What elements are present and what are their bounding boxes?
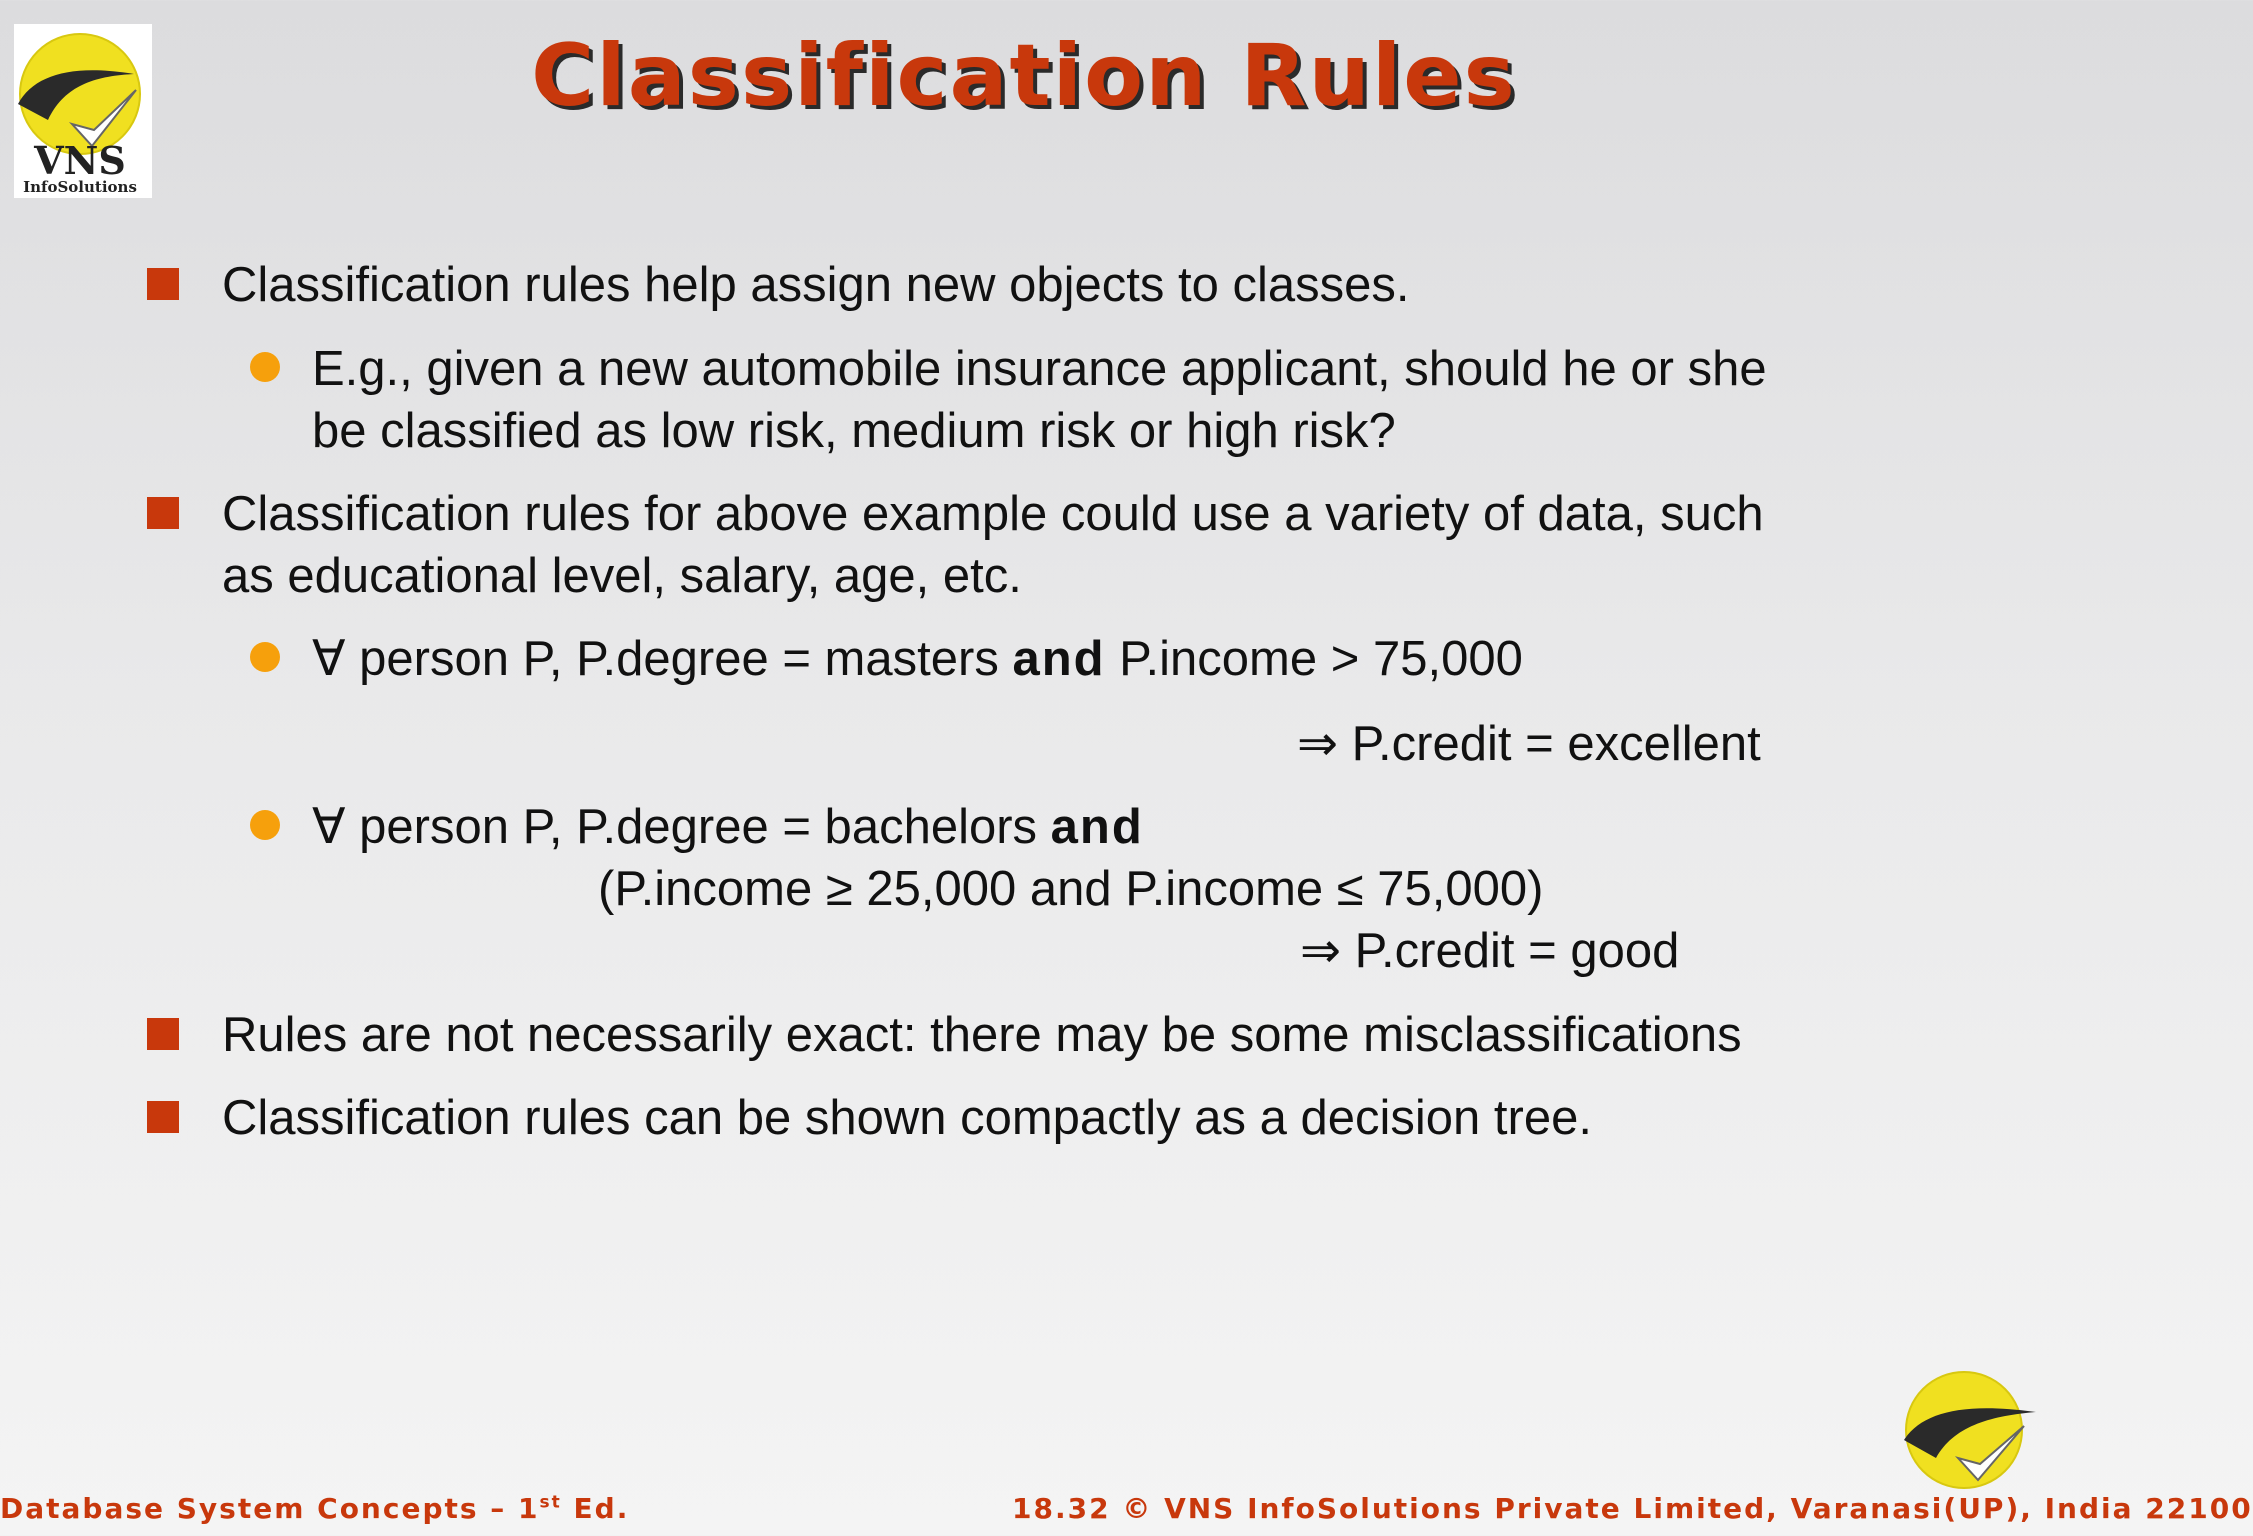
- rule-condition: (P.income ≥ 25,000 and P.income ≤ 75,000): [598, 862, 1544, 916]
- footer-book-tail: Ed.: [561, 1492, 630, 1525]
- slide-title: Classification Rules: [531, 26, 1517, 126]
- square-bullet: [147, 1101, 179, 1133]
- footer-book-title: [0, 1492, 629, 1525]
- logo-subtext: InfoSolutions: [23, 178, 137, 196]
- sub-bullet-text-line-2: be classified as low risk, medium risk or high risk?: [312, 404, 1396, 458]
- bullet-text: Rules are not necessarily exact: there may be some misclassifications: [222, 1008, 1742, 1062]
- round-bullet: [250, 642, 280, 672]
- bullet-text-line-1: Classification rules for above example could use a variety of data, such: [222, 487, 1764, 541]
- round-bullet: [250, 810, 280, 840]
- rule-suffix: P.income > 75,000: [1105, 632, 1523, 686]
- bullet-text-line-2: as educational level, salary, age, etc.: [222, 549, 1022, 603]
- square-bullet: [147, 497, 179, 529]
- rule-prefix: ∀ person P, P.degree = bachelors: [312, 800, 1051, 854]
- rule-masters: [312, 628, 1523, 690]
- rule-bachelors: [312, 796, 1144, 858]
- bullet-text: Classification rules help assign new objects to classes.: [222, 258, 1410, 312]
- footer-book-main: Database System Concepts – 1: [0, 1492, 540, 1525]
- square-bullet: [147, 1018, 179, 1050]
- logo-text: VNS: [34, 138, 126, 183]
- rule-implication: ⇒ P.credit = excellent: [1297, 717, 1761, 771]
- rule-implication: ⇒ P.credit = good: [1300, 924, 1680, 978]
- rule-keyword: and: [1050, 800, 1144, 854]
- sub-bullet-text-line-1: E.g., given a new automobile insurance applicant, should he or she: [312, 342, 1767, 396]
- rule-keyword: and: [1012, 632, 1106, 686]
- vns-logo-small: [1900, 1366, 2040, 1496]
- footer-copyright: 18.32 © VNS InfoSolutions Private Limited, Varanasi(UP), India 22100: [1012, 1492, 2253, 1525]
- footer-book-sup: st: [539, 1492, 562, 1513]
- bullet-text: Classification rules can be shown compactly as a decision tree.: [222, 1091, 1592, 1145]
- round-bullet: [250, 352, 280, 382]
- rule-prefix: ∀ person P, P.degree = masters: [312, 632, 1013, 686]
- square-bullet: [147, 268, 179, 300]
